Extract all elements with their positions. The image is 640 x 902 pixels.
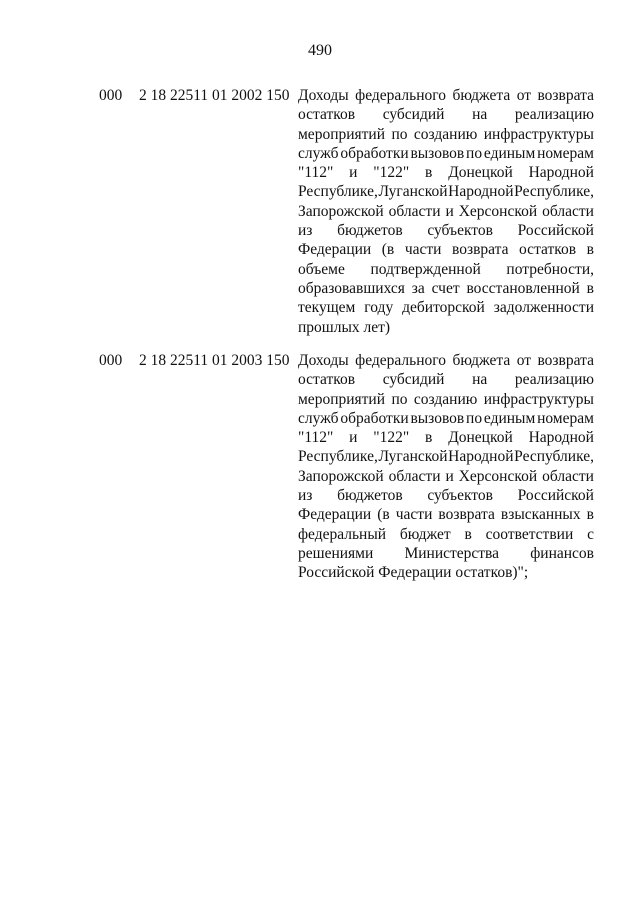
description-line: Российской Федерации остатков)"; [298,564,529,582]
description-line: Запорожской области и Херсонской области [298,467,594,485]
description-line: федеральный бюджет в соответствии с [298,525,594,543]
description-line: служб обработки вызовов по единым номерам [298,409,594,427]
income-description [298,351,594,583]
description-line: Доходы федерального бюджета от возврата [298,87,594,104]
income-description [298,86,594,337]
description-line: служб обработки вызовов по единым номерам [298,144,594,162]
description-line: решениями Министерства финансов [298,544,594,562]
description-line: прошлых лет) [298,318,391,336]
description-line: остатков субсидий на реализацию [298,106,594,124]
description-line: "112" и "122" в Донецкой Народной [298,429,594,447]
description-line: остатков субсидий на реализацию [298,371,594,389]
description-line: мероприятий по созданию инфраструктуры [298,125,594,143]
description-line: из бюджетов субъектов Российской [298,487,594,505]
description-line: Республике, Луганской Народной Республике, [298,183,594,201]
description-line: Республике, Луганской Народной Республике, [298,448,594,466]
description-line: Федерации (в части возврата взысканных в [298,506,594,524]
administrator-code: 000 [99,87,123,104]
budget-classification-code: 2 18 22511 01 2002 150 [139,87,290,104]
description-line: текущем году дебиторской задолженности [298,299,594,317]
description-line: Запорожской области и Херсонской области [298,202,594,220]
description-line: объеме подтвержденной потребности, [298,260,594,278]
description-line: из бюджетов субъектов Российской [298,222,594,240]
description-line: Федерации (в части возврата остатков в [298,241,594,259]
administrator-code: 000 [99,352,123,369]
description-line: Доходы федерального бюджета от возврата [298,352,594,369]
description-line: образовавшихся за счет восстановленной в [298,279,594,297]
description-line: мероприятий по созданию инфраструктуры [298,390,594,408]
description-line: "112" и "122" в Донецкой Народной [298,164,594,182]
budget-classification-code: 2 18 22511 01 2003 150 [139,352,290,369]
page-number: 490 [308,42,332,59]
